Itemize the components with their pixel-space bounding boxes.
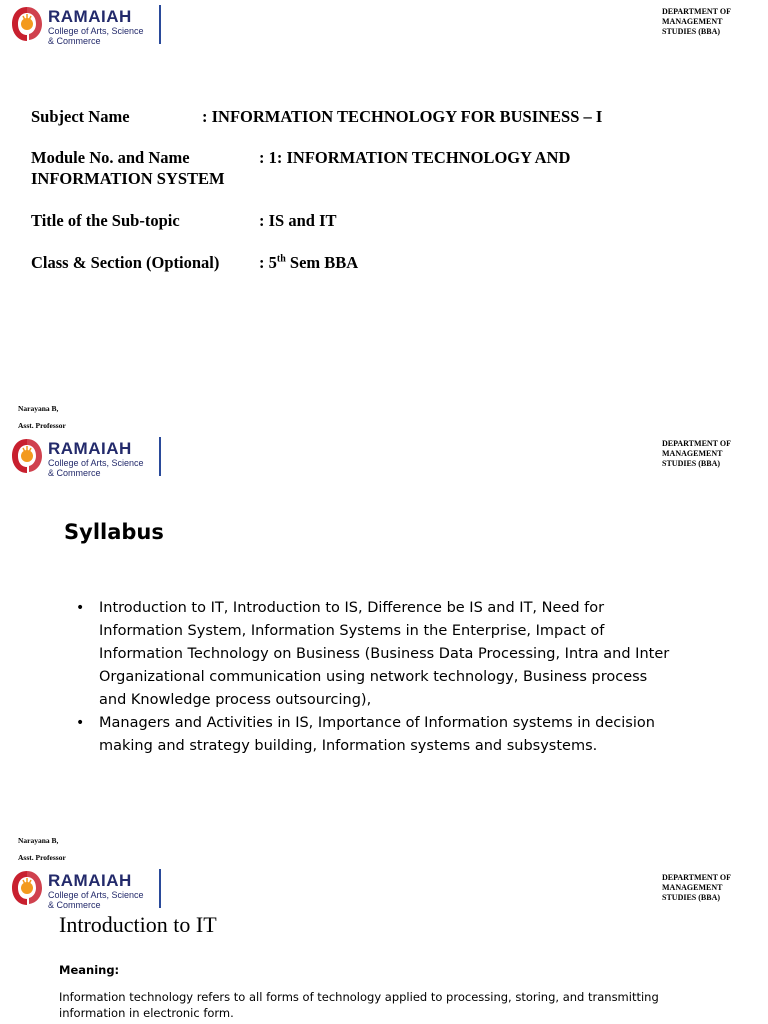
logo-subtitle-line1: College of Arts, Science xyxy=(48,890,144,900)
logo-subtitle-line1: College of Arts, Science xyxy=(48,26,144,36)
slide-introduction xyxy=(0,864,768,1024)
module-value: : 1: INFORMATION TECHNOLOGY AND xyxy=(259,148,571,167)
logo-subtitle-line1: College of Arts, Science xyxy=(48,458,144,468)
syllabus-item: • Introduction to IT, Introduction to IS, Difference be IS and IT, Need for Information System, Information Systems in the Enterprise, Impact of Information Technology on Business (Business Data Processing, Intra and Inter Organizational communication using network technology, Business process and Knowledge process outsourcing), xyxy=(76,597,676,712)
college-logo xyxy=(10,437,170,479)
class-value-sup: th xyxy=(276,253,286,265)
class-value-prefix: : 5 xyxy=(259,253,277,272)
meaning-label: Meaning: xyxy=(59,963,120,977)
syllabus-list xyxy=(76,597,676,758)
ramaiah-emblem-icon xyxy=(10,869,44,907)
meaning-text: Information technology refers to all forms of technology applied to processing, storing, and transmitting information in electronic form. xyxy=(59,990,659,1020)
college-logo xyxy=(10,869,170,911)
module-value-cont: INFORMATION SYSTEM xyxy=(31,169,225,188)
department-line1: DEPARTMENT OF xyxy=(662,873,731,882)
module-label: Module No. and Name xyxy=(31,148,190,167)
subtopic-value: : IS and IT xyxy=(259,211,337,230)
logo-subtitle xyxy=(48,458,160,478)
author-role: Asst. Professor xyxy=(18,853,66,862)
department-label xyxy=(662,439,752,469)
syllabus-heading: Syllabus xyxy=(64,520,164,544)
logo-name: RAMAIAH xyxy=(48,439,132,458)
subject-row xyxy=(0,107,768,131)
class-value xyxy=(259,253,358,273)
logo-divider xyxy=(159,5,161,44)
slide-syllabus xyxy=(0,432,768,864)
logo-name: RAMAIAH xyxy=(48,7,132,26)
logo-subtitle xyxy=(48,890,160,910)
department-line3: STUDIES (BBA) xyxy=(662,893,721,902)
slide-title-page xyxy=(0,0,768,432)
logo-subtitle-line2: & Commerce xyxy=(48,468,101,478)
department-line1: DEPARTMENT OF xyxy=(662,439,731,448)
class-label: Class & Section (Optional) xyxy=(31,253,220,272)
ramaiah-emblem-icon xyxy=(10,437,44,475)
author-role: Asst. Professor xyxy=(18,421,66,430)
syllabus-item: • Managers and Activities in IS, Importance of Information systems in decision making and strategy building, Information systems and subsystems. xyxy=(76,712,676,758)
logo-divider xyxy=(159,869,161,908)
department-label xyxy=(662,7,752,37)
subject-label: Subject Name xyxy=(31,107,130,126)
department-line1: DEPARTMENT OF xyxy=(662,7,731,16)
class-value-suffix: Sem BBA xyxy=(285,253,359,272)
logo-subtitle xyxy=(48,26,160,46)
author-name: Narayana B, xyxy=(18,836,59,845)
department-line3: STUDIES (BBA) xyxy=(662,459,721,468)
subject-value: : INFORMATION TECHNOLOGY FOR BUSINESS – I xyxy=(202,107,603,126)
author-block xyxy=(18,404,66,431)
module-row xyxy=(0,148,768,192)
author-name: Narayana B, xyxy=(18,404,59,413)
department-line2: MANAGEMENT xyxy=(662,883,723,892)
department-line2: MANAGEMENT xyxy=(662,17,723,26)
subtopic-row xyxy=(0,211,768,235)
college-logo xyxy=(10,5,170,47)
department-line3: STUDIES (BBA) xyxy=(662,27,721,36)
logo-divider xyxy=(159,437,161,476)
logo-name: RAMAIAH xyxy=(48,871,132,890)
class-row xyxy=(0,253,768,277)
author-block xyxy=(18,836,66,863)
ramaiah-emblem-icon xyxy=(10,5,44,43)
logo-subtitle-line2: & Commerce xyxy=(48,36,101,46)
introduction-heading: Introduction to IT xyxy=(59,912,217,937)
department-line2: MANAGEMENT xyxy=(662,449,723,458)
logo-subtitle-line2: & Commerce xyxy=(48,900,101,910)
department-label xyxy=(662,873,752,903)
subtopic-label: Title of the Sub-topic xyxy=(31,211,180,230)
